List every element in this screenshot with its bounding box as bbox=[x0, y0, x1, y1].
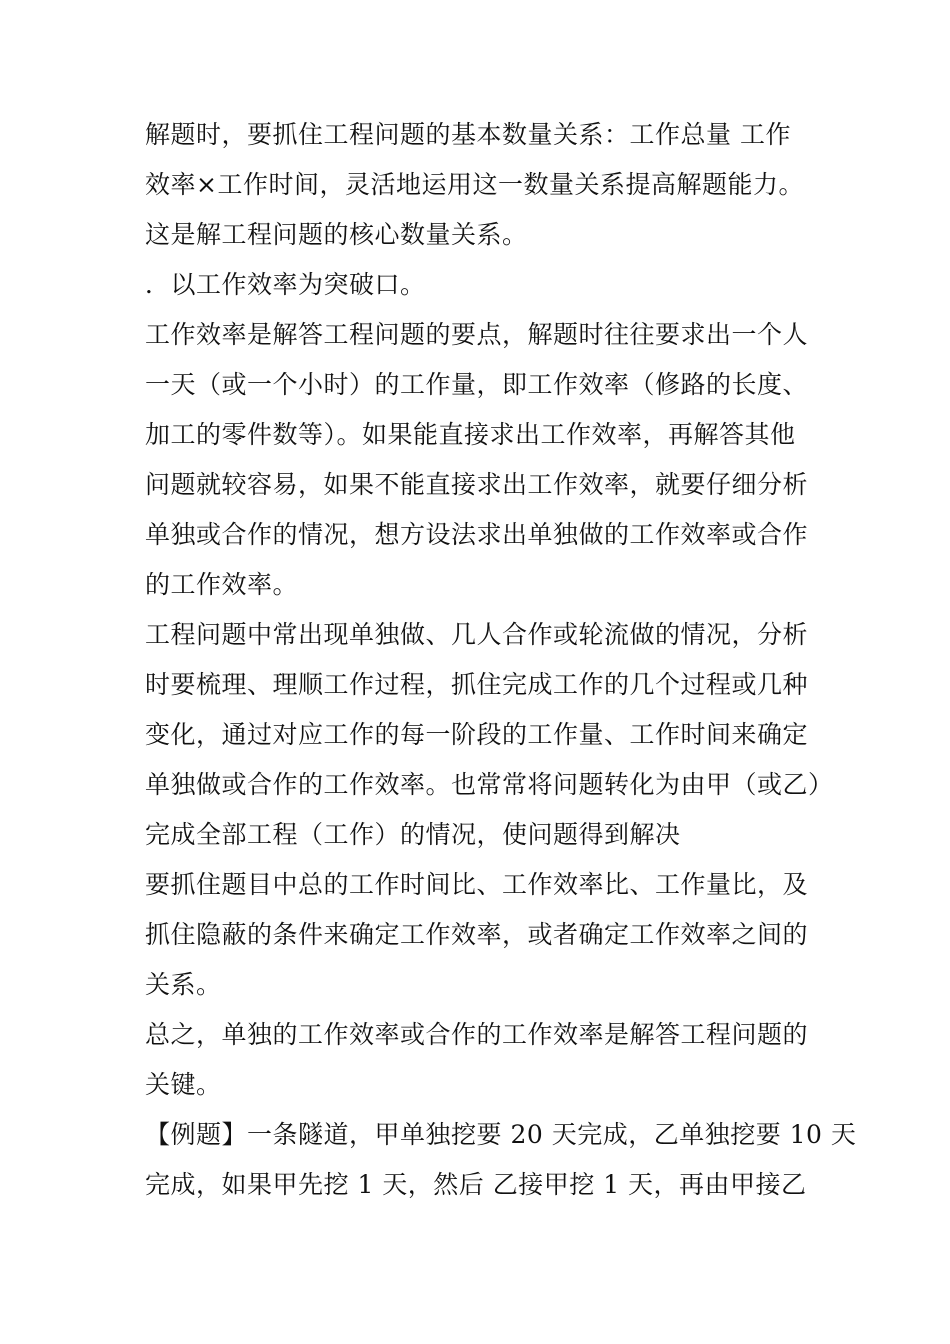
text-line: 工作效率是解答工程问题的要点，解题时往往要求出一个人 bbox=[145, 320, 809, 349]
section-heading: ．以工作效率为突破口。 bbox=[145, 270, 426, 299]
text-line: 问题就较容易，如果不能直接求出工作效率，就要仔细分析 bbox=[145, 470, 809, 499]
text-line: 总之，单独的工作效率或合作的工作效率是解答工程问题的 bbox=[145, 1020, 809, 1049]
text-line: 加工的零件数等）。如果能直接求出工作效率，再解答其他 bbox=[145, 420, 796, 449]
text-line: 抓住隐蔽的条件来确定工作效率，或者确定工作效率之间的 bbox=[145, 920, 809, 949]
text-line: 变化，通过对应工作的每一阶段的工作量、工作时间来确定 bbox=[145, 720, 809, 749]
text-line: 效率×工作时间，灵活地运用这一数量关系提高解题能力。 bbox=[145, 170, 804, 199]
text-line: 解题时，要抓住工程问题的基本数量关系：工作总量 工作 bbox=[145, 120, 791, 149]
text-line: 的工作效率。 bbox=[145, 570, 299, 599]
text-line: 单独做或合作的工作效率。也常常将问题转化为由甲（或乙） bbox=[145, 770, 834, 799]
example-line: 完成，如果甲先挖 1 天，然后 乙接甲挖 1 天，再由甲接乙 bbox=[145, 1170, 807, 1199]
text-line: 关键。 bbox=[145, 1070, 222, 1099]
text-line: 工程问题中常出现单独做、几人合作或轮流做的情况，分析 bbox=[145, 620, 809, 649]
text-line: 单独或合作的情况，想方设法求出单独做的工作效率或合作 bbox=[145, 520, 809, 549]
text-line: 这是解工程问题的核心数量关系。 bbox=[145, 220, 528, 249]
text-line: 关系。 bbox=[145, 970, 222, 999]
text-line: 一天（或一个小时）的工作量，即工作效率（修路的长度、 bbox=[145, 370, 809, 399]
text-line: 完成全部工程（工作）的情况，使问题得到解决 bbox=[145, 820, 681, 849]
example-line: 【例题】一条隧道，甲单独挖要 20 天完成，乙单独挖要 10 天 bbox=[145, 1120, 857, 1149]
text-line: 时要梳理、理顺工作过程，抓住完成工作的几个过程或几种 bbox=[145, 670, 809, 699]
text-line: 要抓住题目中总的工作时间比、工作效率比、工作量比，及 bbox=[145, 870, 809, 899]
